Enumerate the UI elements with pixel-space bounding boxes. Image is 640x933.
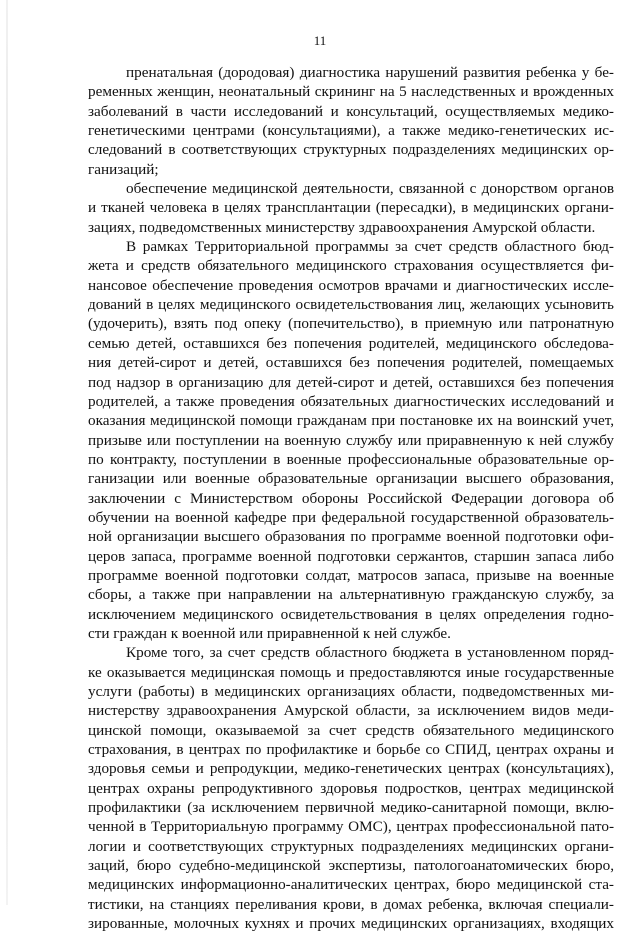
page-number: 11 [313,33,327,48]
text-line: медицинских информационно-аналитических центрах, бюро медицинской ста- [88,876,614,894]
text-line: заболеваний в части исследований и консультаций, осуществляемых медико- [88,102,614,120]
text-line: родителей, а также проведения обязательных диагностических исследований и [88,392,614,410]
text-line: заций, бюро судебно-медицинской экспертизы, патологоанатомических бюро, [88,857,614,875]
paragraph-organ-donation [88,179,614,237]
text-line: ния детей-сирот и детей, оставшихся без попечения родителей, помещаемых [88,354,614,372]
text-line: нистерству здравоохранения Амурской области, за исключением видов меди- [88,702,614,720]
text-line: генетическими центрами (консультациями), а также медико-генетических ис- [88,122,614,140]
text-line: ганизации или военные образовательные организации высшего образования, [88,470,614,488]
text-line: сборы, а также при направлении на альтернативную гражданскую службу, за [88,586,614,604]
text-line: ченной в Территориальную программу ОМС), центрах профессиональной пато- [88,818,614,836]
text-line: сти граждан к военной или приравненной к ней службе. [88,624,451,642]
text-line: под надзор в организацию для детей-сирот и детей, оставшихся без попечения [88,373,614,391]
text-line: и тканей человека в целях трансплантации (пересадки), в медицинских органи- [88,199,614,217]
text-line: цинской помощи, оказываемой за счет средств обязательного медицинского [88,721,614,739]
text-line: призыве или поступлении на военную службу или приравненную к ней службу [88,431,614,449]
text-line: программе военной подготовки солдат, матросов запаса, призыве на военные [88,566,614,584]
text-line: зированные, молочных кухнях и прочих медицинских организациях, входящих [88,915,614,933]
document-body [88,63,614,933]
text-line: (удочерить), взять под опеку (попечительство), в приемную или патронатную [88,315,614,333]
paragraph-territorial-program [88,237,614,643]
text-line: обучении на военной кафедре при федеральной государственной образователь- [88,508,614,526]
paragraph-regional-budget [88,643,614,933]
text-line: оказания медицинской помощи гражданам при постановке их на воинский учет, [88,412,614,430]
text-line: зациях, подведомственных министерству здравоохранения Амурской области. [88,218,596,236]
text-line: пренатальная (дородовая) диагностика нарушений развития ребенка у бе- [126,64,614,81]
text-line: по контракту, поступлении в военные профессиональные образовательные ор- [88,450,614,468]
text-line: услуги (работы) в медицинских организациях области, подведомственных ми- [88,683,614,700]
text-line: дований в целях медицинского освидетельствования лиц, желающих усыновить [88,296,614,314]
text-line: тистики, на станциях переливания крови, в домах ребенка, включая специали- [88,895,614,913]
text-line: ке оказывается медицинская помощь и предоставляются иные государственные [88,663,614,681]
text-line: профилактики (за исключением первичной медико-санитарной помощи, вклю- [88,799,614,817]
text-line: В рамках Территориальной программы за счет средств областного бюд- [126,238,614,256]
text-line: центрах охраны репродуктивного здоровья подростков, центрах медицинской [88,779,614,797]
text-line: Кроме того, за счет средств областного бюджета в установленном поряд- [126,644,614,662]
scan-edge-shadow [6,0,8,905]
text-line: жета и средств обязательного медицинского страхования осуществляется фи- [88,257,614,275]
text-line: обеспечение медицинской деятельности, связанной с донорством органов [126,180,614,198]
text-line: следований в соответствующих структурных подразделениях медицинских ор- [88,141,614,159]
text-line: страхования, в центрах по профилактике и борьбе со СПИД, центрах охраны и [88,741,614,759]
text-line: нансовое обеспечение проведения осмотров врачами и диагностических иссле- [88,276,614,294]
text-line: ной организации высшего образования по программе военной подготовки офи- [88,528,614,546]
text-line: здоровья семьи и репродукции, медико-генетических центрах (консультациях), [88,760,614,778]
paragraph-prenatal-diagnostics [88,63,614,179]
text-line: логии и соответствующих структурных подразделениях медицинских органи- [88,837,614,855]
text-line: церов запаса, программе военной подготовки сержантов, старшин запаса либо [88,547,614,565]
text-line: исключением медицинского освидетельствования в целях определения годно- [88,605,614,623]
text-line: ременных женщин, неонатальный скрининг на 5 наследственных и врожденных [88,83,614,101]
text-line: ганизаций; [88,160,159,178]
text-line: заключении с Министерством обороны Российской Федерации договора об [88,489,614,507]
text-line: семью детей, оставшихся без попечения родителей, медицинского обследова- [88,334,614,352]
